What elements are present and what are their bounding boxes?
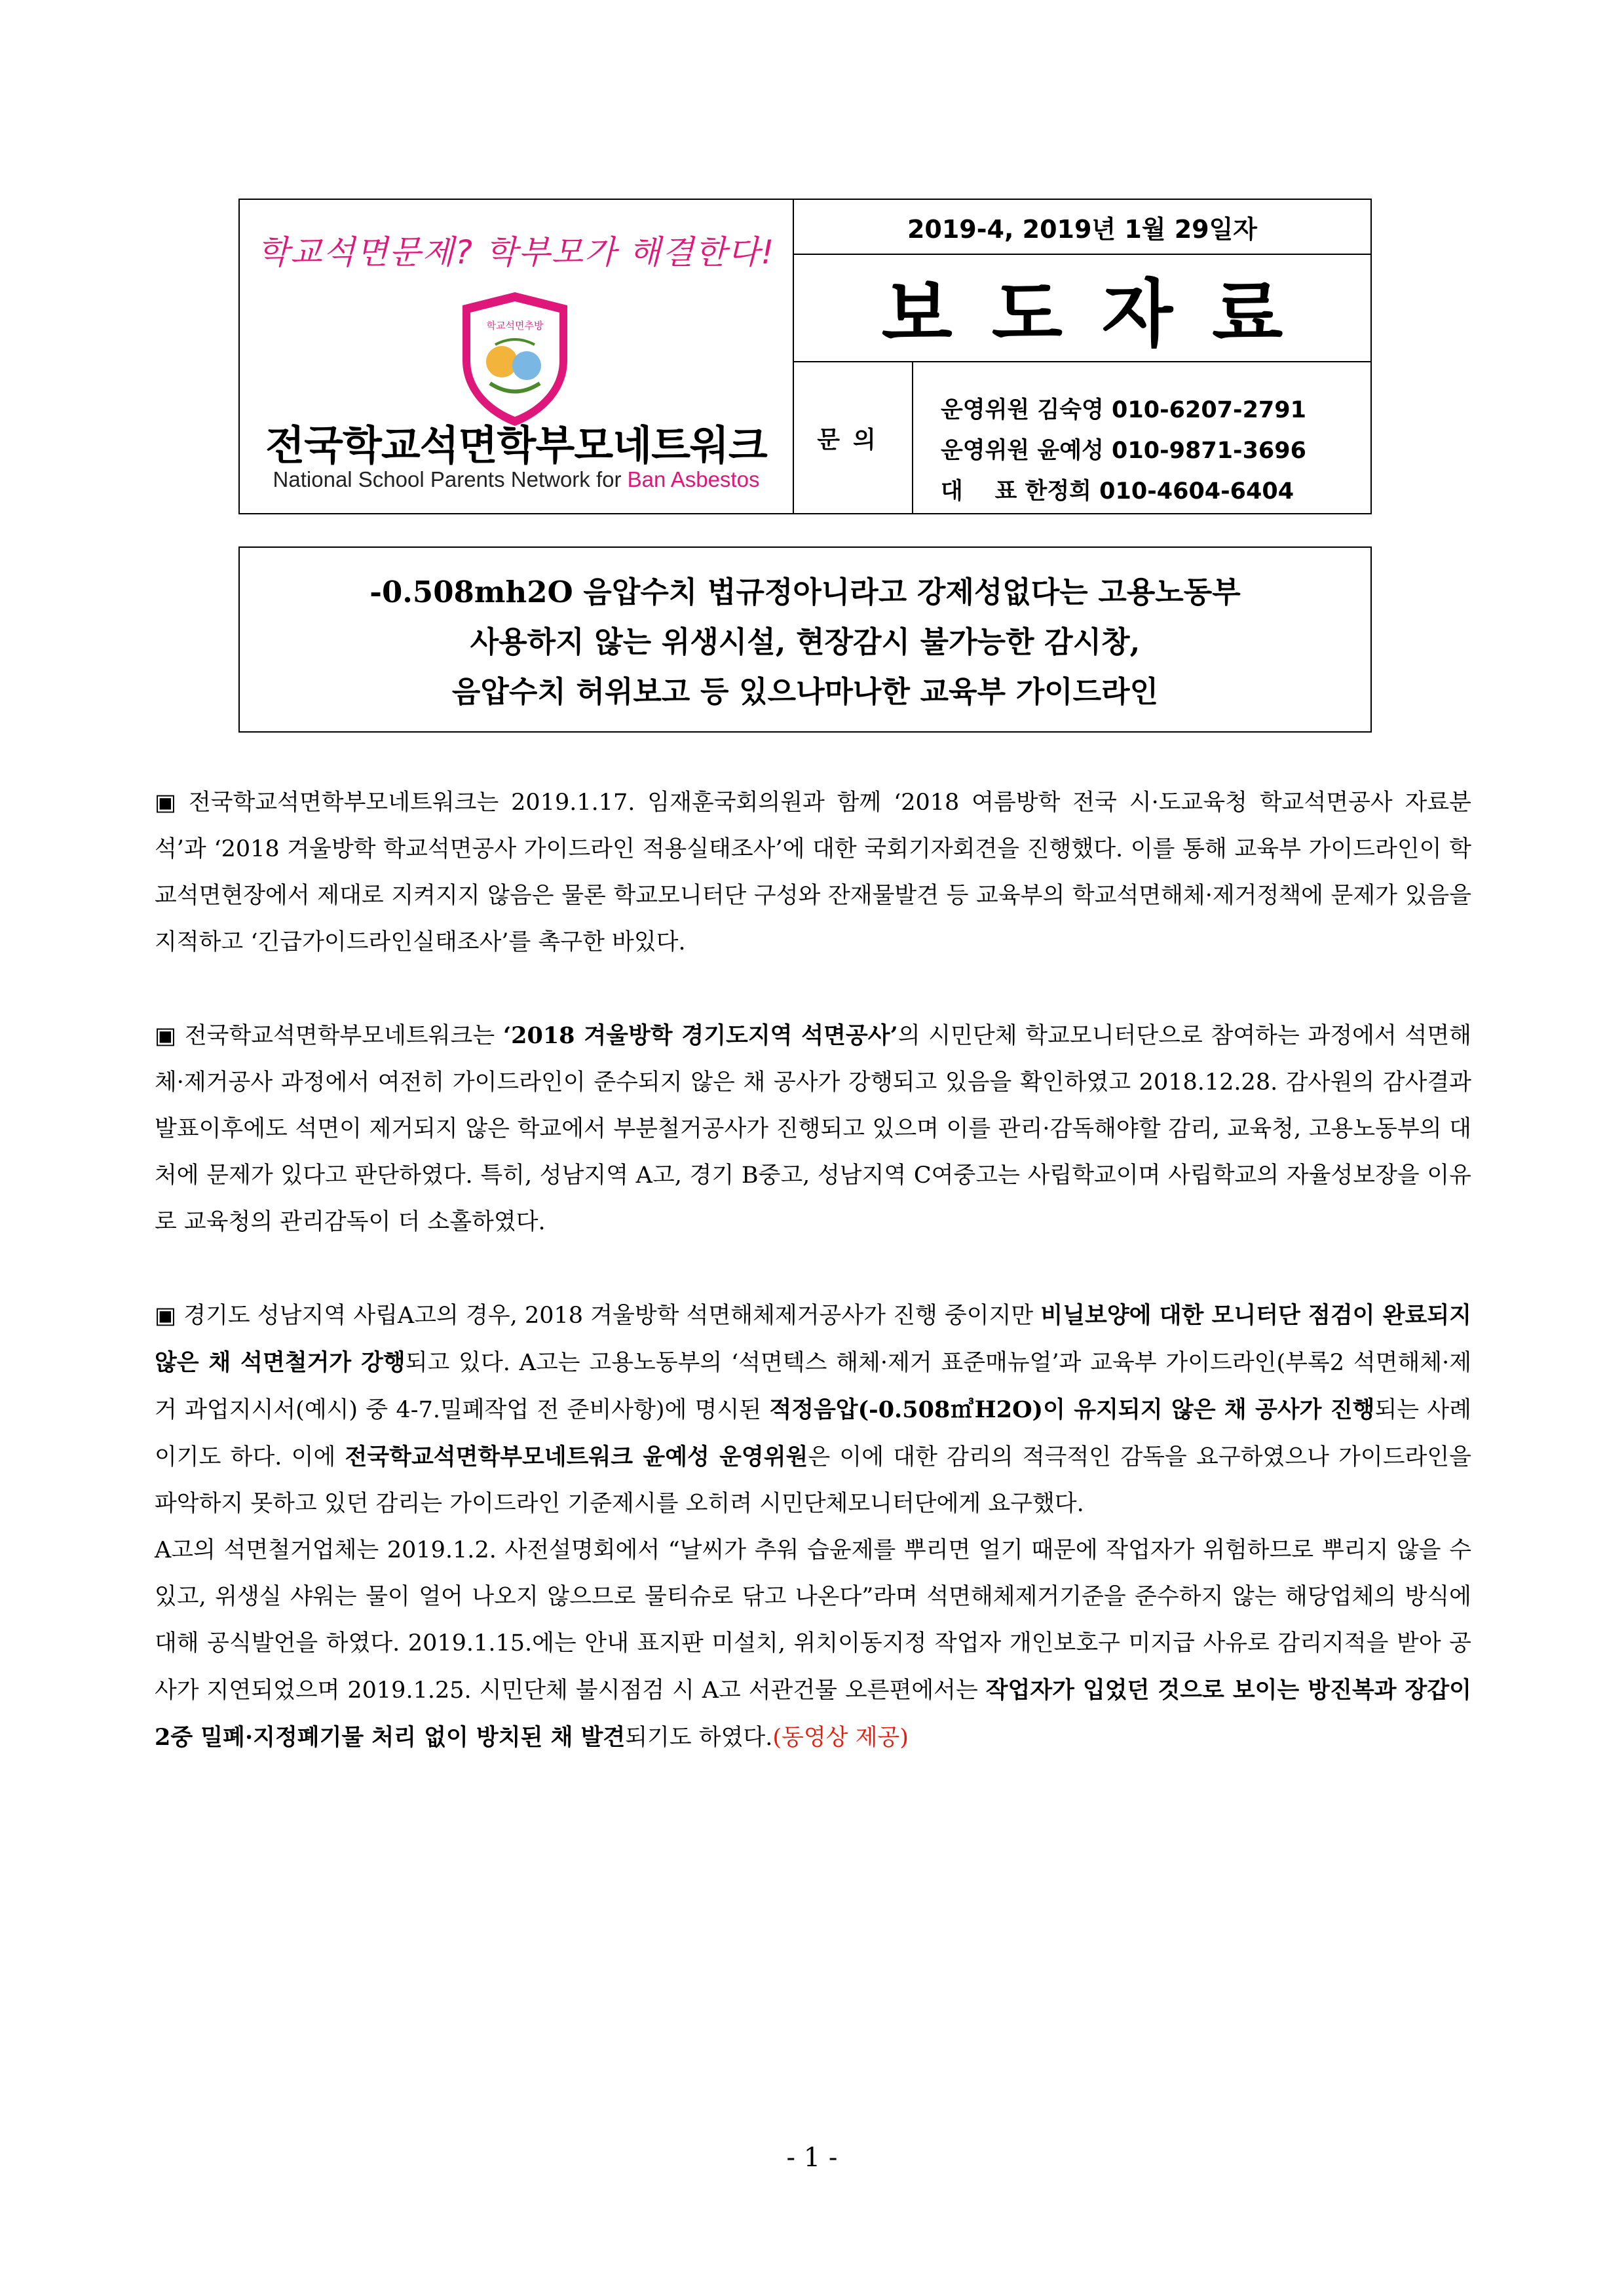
org-name: 전국학교석면학부모네트워크	[265, 421, 767, 469]
info-cell	[794, 200, 1370, 513]
text-run: 되고 있다. A고는 고용노동부의 ‘석면텍스 해체·제거 표준매뉴얼’과 교육부 가이드라인(부록2 석면해체·제거 과업지시서(예시) 중 4-7.밀폐작업 전 준비사항)에 명시된	[155, 1350, 1472, 1423]
contact-label: 문의	[794, 362, 913, 513]
contact-item: 운영위원 김숙영 010-6207-2791	[941, 397, 1306, 423]
emblem-shield-icon	[456, 288, 574, 429]
video-note: (동영상 제공)	[772, 1725, 909, 1751]
text-run: 되는 사례이기도 하다. 이에	[155, 1397, 1471, 1470]
bold-text: 적정음압(-0.508㎥H2O)이 유지되지 않은 채 공사가 진행	[769, 1396, 1375, 1423]
document-title: 보도자료	[794, 255, 1370, 362]
paragraph-text	[155, 1292, 1471, 1527]
issue-date: 2019-4, 2019년 1월 29일자	[794, 200, 1370, 255]
bold-text: 전국학교석면학부모네트워크 윤예성 운영위원	[345, 1444, 808, 1470]
bold-text: 작업자가 입었던 것으로 보이는 방진복과 장갑이 2중 밀폐·지정폐기물 처리 없이 방치된 채 발견	[155, 1677, 1471, 1751]
contact-item: 대 표 한정희 010-4604-6404	[941, 478, 1294, 505]
bold-text: ‘2018 겨울방학 경기도지역 석면공사’	[502, 1022, 898, 1049]
headline-line: 음압수치 허위보고 등 있으나마나한 교육부 가이드라인	[451, 674, 1159, 709]
article-body	[155, 780, 1471, 1808]
logo-cell	[240, 200, 794, 513]
headline-line: 사용하지 않는 위생시설, 현장감시 불가능한 감시창,	[470, 624, 1141, 659]
org-name-en	[240, 467, 793, 492]
text-run: A고의 석면철거업체는 2019.1.2. 사전설명회에서 “날씨가 추워 습윤제를 뿌리면 얼기 때문에 작업자가 위험하므로 뿌리지 않을 수 있고, 위생실 샤워는 물이 얼어 나오지 않으므로 물티슈로 닦고 나온다”라며 석면해체제거기준을 준수하지 않는 해당업체의 방식에 대해 공식발언을 하였다. 2019.1.15.에는 안내 표지판 미설치, 위치이동지정 작업자 개인보호구 미지급 사유로 감리지적을 받아 공사가 지연되었으며 2019.1.25. 시민단체 불시점검 시 A고 서관건물 오른편에서는	[155, 1537, 1471, 1704]
slogan: 학교석면문제? 학부모가 해결한다!	[257, 233, 776, 271]
paragraph-1	[155, 780, 1471, 966]
paragraph-text	[155, 1012, 1471, 1246]
contact-list	[913, 362, 1370, 513]
org-name-en-prefix: National School Parents Network for	[273, 467, 628, 491]
org-name-en-accent: Ban Asbestos	[627, 467, 760, 491]
page-number: - 1 -	[786, 2143, 838, 2173]
headline-line: -0.508mh2O 음압수치 법규정아니라고 강제성없다는 고용노동부	[369, 575, 1241, 609]
text-run: ▣ 전국학교석면학부모네트워크는	[155, 1023, 503, 1049]
headline-box	[238, 546, 1372, 733]
text-run: 은 이에 대한 감리의 적극적인 감독을 요구하였으나 가이드라인을 파악하지 못하고 있던 감리는 가이드라인 기준제시를 오히려 시민단체모니터단에게 요구했다.	[155, 1444, 1471, 1517]
paragraph-text: ▣ 전국학교석면학부모네트워크는 2019.1.17. 임재훈국회의원과 함께 ‘2018 여름방학 전국 시·도교육청 학교석면공사 자료분석’과 ‘2018 겨울방학 학교석면공사 가이드라인 적용실태조사’에 대한 국회기자회견을 진행했다. 이를 통해 교육부 가이드라인이 학교석면현장에서 제대로 지켜지지 않음은 물론 학교모니터단 구성와 잔재물발견 등 교육부의 학교석면해체·제거정책에 문제가 있음을 지적하고 ‘긴급가이드라인실태조사’를 촉구한 바있다.	[155, 790, 1471, 955]
bold-text: 비닐보양에 대한 모니터단 점검이 완료되지 않은 채 석면철거가 강행	[155, 1302, 1471, 1376]
text-run: ▣ 경기도 성남지역 사립A고의 경우, 2018 겨울방학 석면해체제거공사가 진행 중이지만	[155, 1303, 1041, 1329]
text-run: 되기도 하였다.	[625, 1725, 773, 1751]
emblem-text: 학교석면추방	[486, 320, 544, 332]
paragraph-text	[155, 1527, 1471, 1761]
paragraph-3	[155, 1292, 1471, 1761]
contact-item: 운영위원 윤예성 010-9871-3696	[941, 438, 1306, 464]
contact-row	[794, 362, 1370, 513]
text-run: 의 시민단체 학교모니터단으로 참여하는 과정에서 석면해체·제거공사 과정에서 여전히 가이드라인이 준수되지 않은 채 공사가 강행되고 있음을 확인하였고 2018.12.28. 감사원의 감사결과발표이후에도 석면이 제거되지 않은 학교에서 부분철거공사가 진행되고 있으며 이를 관리·감독해야할 감리, 교육청, 고용노동부의 대처에 문제가 있다고 판단하였다. 특히, 성남지역 A고, 경기 B중고, 성남지역 C여중고는 사립학교이며 사립학교의 자율성보장을 이유로 교육청의 관리감독이 더 소홀하였다.	[155, 1023, 1471, 1235]
header-table	[238, 199, 1372, 514]
paragraph-2	[155, 1012, 1471, 1246]
